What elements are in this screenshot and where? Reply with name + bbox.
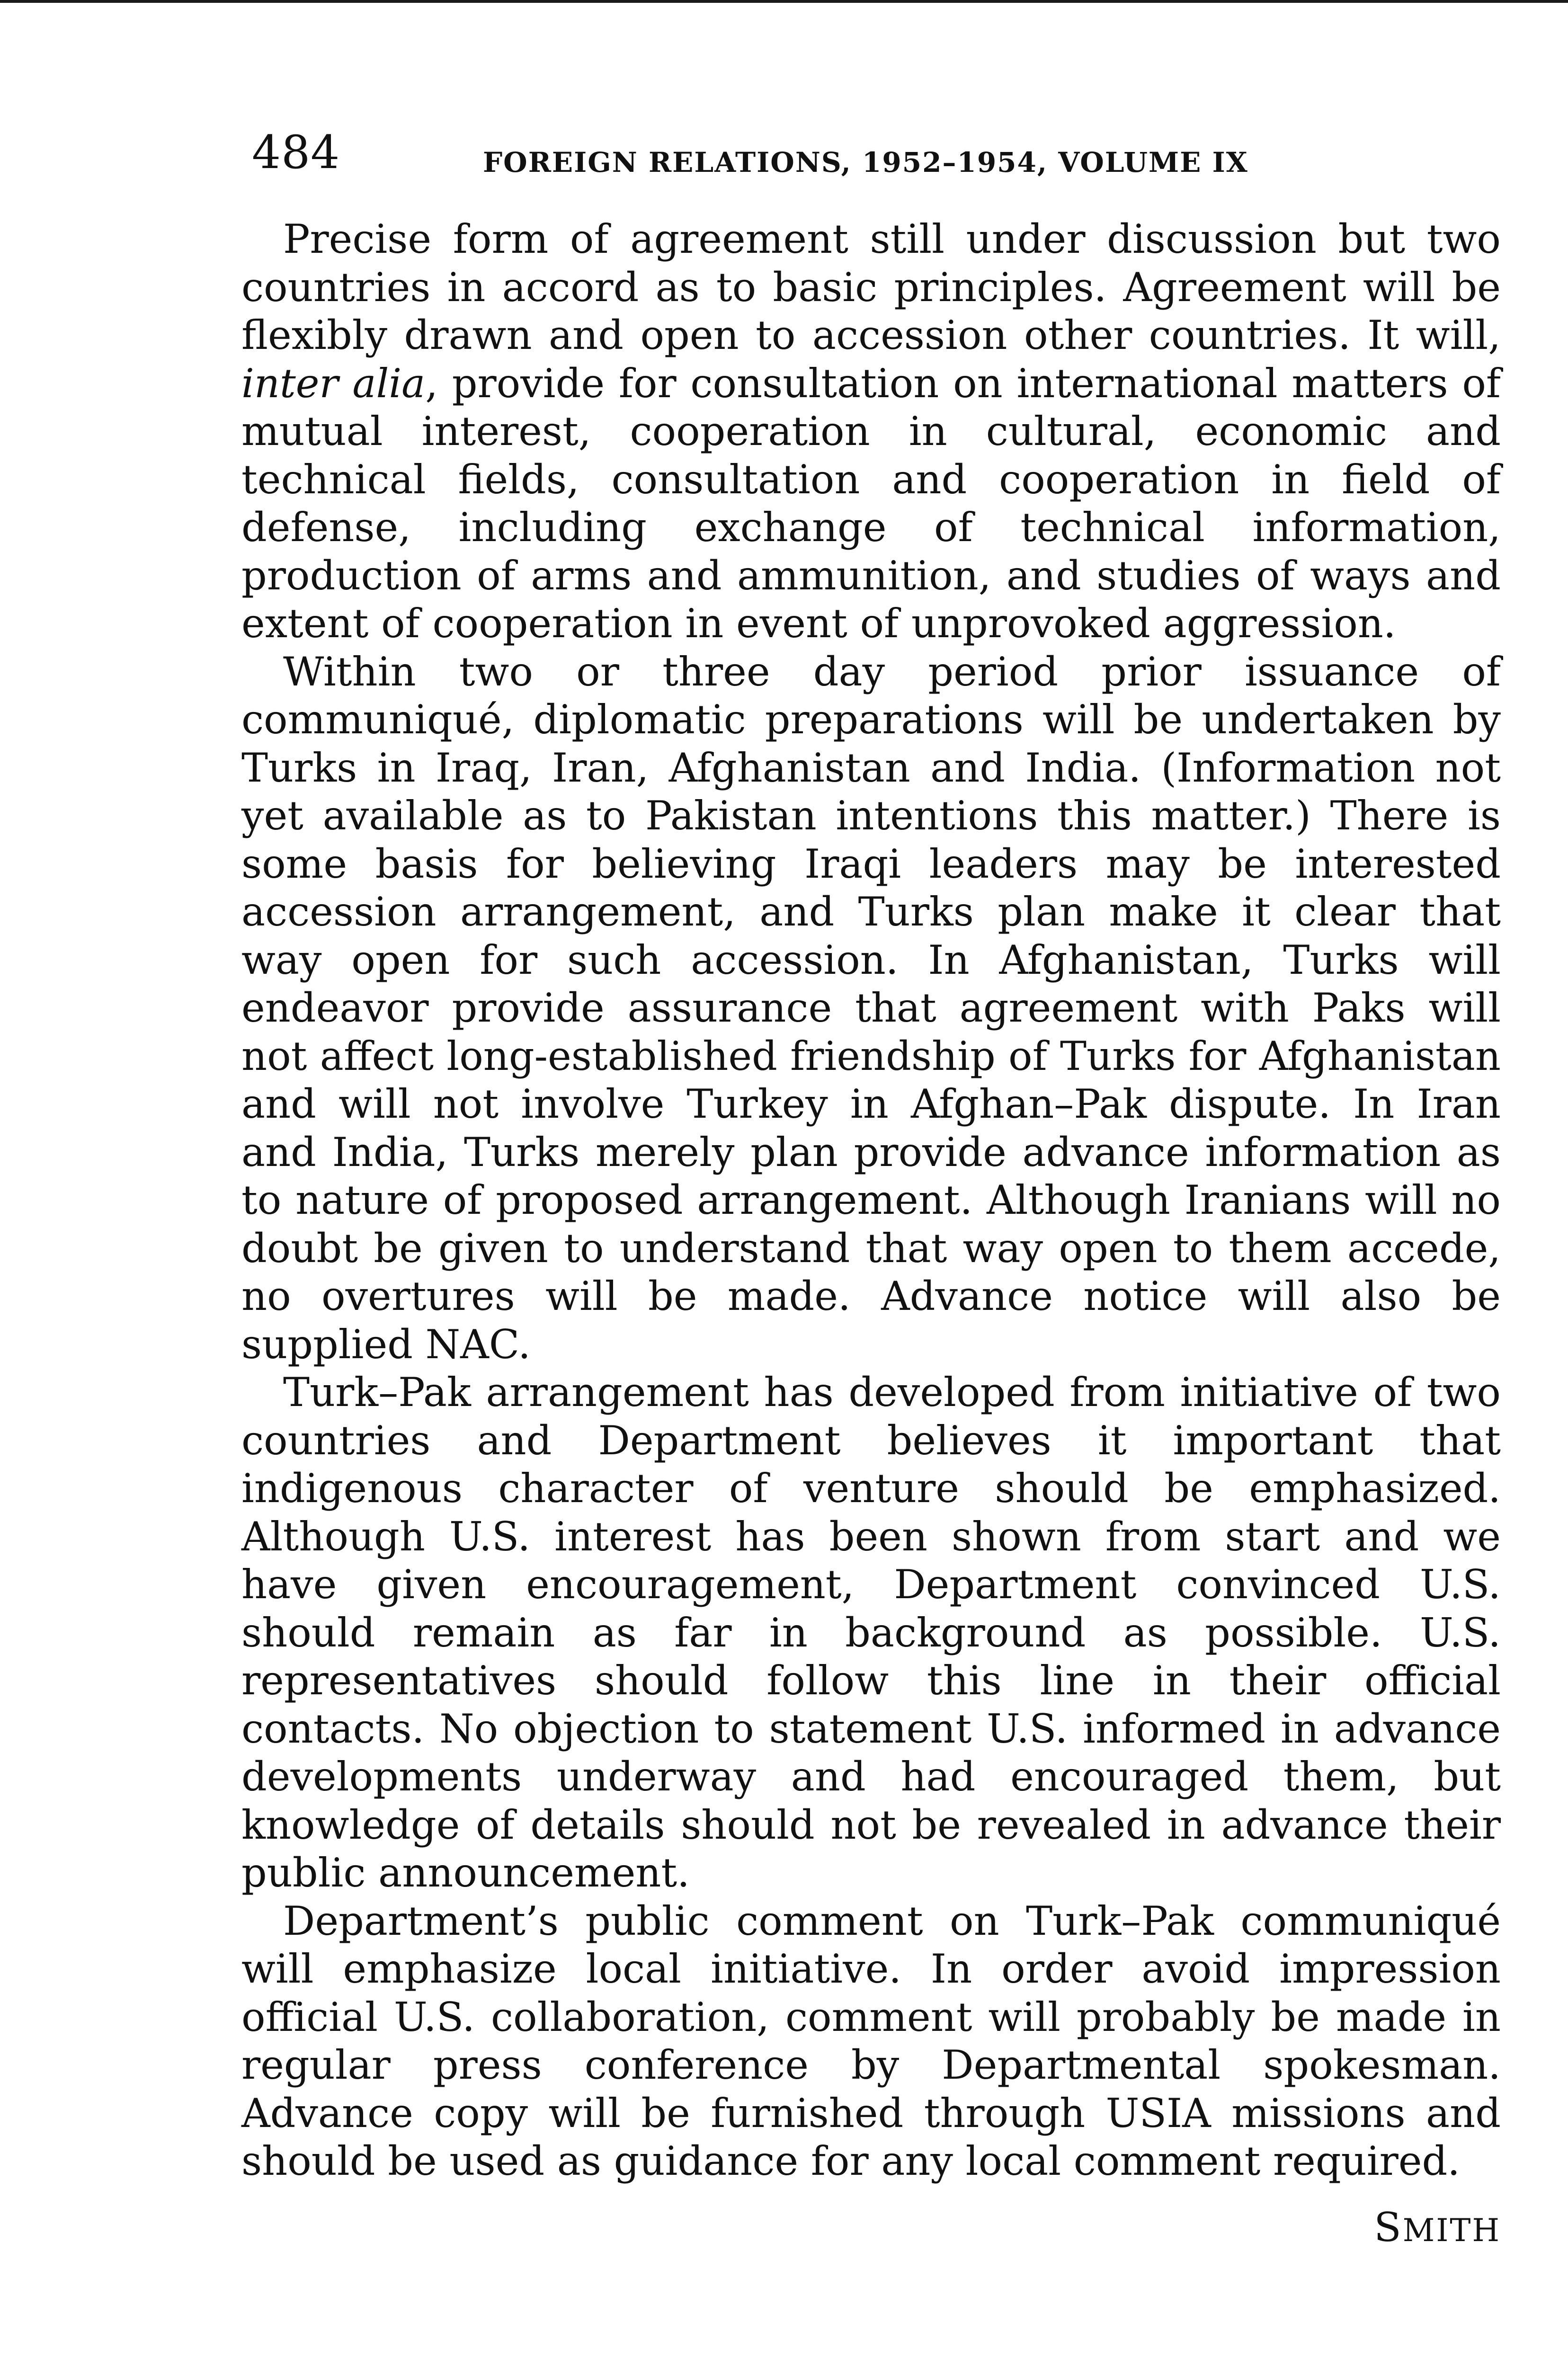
- paragraph-1-text-after: , provide for consultation on international matters of mutual interest, cooperation in cultural, economic and technical fields, consultation and cooperation in field of defense, including exchange of technical information, production of arms and ammunition, and studies of ways and extent of cooperation in event of unprovoked aggression.: [241, 360, 1501, 647]
- signature-initial: S: [1374, 2204, 1403, 2251]
- paragraph-1-text-before: Precise form of agreement still under discussion but two countries in accord as to basic principles. Agreement will be flexibly drawn and open to accession other countries. It will,: [241, 216, 1501, 358]
- paragraph-agreement-form: [241, 215, 1501, 648]
- running-head: FOREIGN RELATIONS, 1952–1954, VOLUME IX: [483, 146, 1248, 178]
- paragraph-public-comment: Department’s public comment on Turk–Pak communiqué will emphasize local initiative. In order avoid impression official U.S. collaboration, comment will probably be made in regular press conference by Departmental spokesman. Advance copy will be furnished through USIA missions and should be used as guidance for any local comment required.: [241, 1897, 1501, 2184]
- paragraph-diplomatic-preparations: Within two or three day period prior issuance of communiqué, diplomatic preparations will be undertaken by Turks in Iraq, Iran, Afghanistan and India. (Information not yet available as to Pakistan intentions this matter.) There is some basis for believing Iraqi leaders may be interested accession arrangement, and Turks plan make it clear that way open for such accession. In Afghanistan, Turks will endeavor provide assurance that agreement with Paks will not affect long-established friendship of Turks for Afghanistan and will not involve Turkey in Afghan–Pak dispute. In Iran and India, Turks merely plan provide advance information as to nature of proposed arrangement. Although Iranians will no doubt be given to understand that way open to them accede, no overtures will be made. Advance notice will also be supplied NAC.: [241, 648, 1501, 1368]
- paragraph-1-italic-phrase: inter alia: [241, 360, 426, 407]
- page-number: 484: [252, 126, 340, 179]
- body-text: [241, 215, 1501, 2254]
- top-edge-rule: [0, 0, 1568, 3]
- signature: [241, 2204, 1501, 2254]
- signature-rest: MITH: [1402, 2212, 1501, 2249]
- paragraph-us-position: Turk–Pak arrangement has developed from initiative of two countries and Department believes it important that indigenous character of venture should be emphasized. Although U.S. interest has been shown from start and we have given encouragement, Department convinced U.S. should remain as far in background as possible. U.S. representatives should follow this line in their official contacts. No objection to statement U.S. informed in advance developments underway and had encouraged them, but knowledge of details should not be revealed in advance their public announcement.: [241, 1369, 1501, 1896]
